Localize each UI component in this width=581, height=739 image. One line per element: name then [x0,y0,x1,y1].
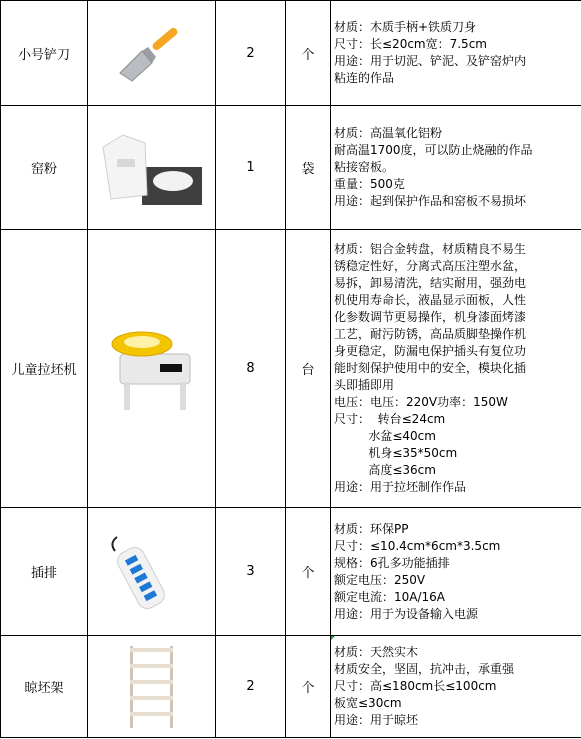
desc-line: 尺寸：长≤20cm宽：7.5cm [334,37,487,51]
desc-line: 机身≤35*50cm [334,446,458,460]
item-image-cell [88,230,216,508]
desc-line: 材质：木质手柄+铁质刀身 [334,20,477,34]
desc-line: 耐高温1700度，可以防止烧融的作品 [334,143,533,157]
desc-line: 材质安全，坚固，抗冲击，承重强 [334,662,515,676]
desc-line: 额定电流：10A/16A [334,589,446,604]
item-qty: 2 [216,636,286,738]
item-qty: 1 [216,106,286,230]
desc-line: 用途：用于拉坯制作作品 [334,480,467,494]
table-row [1,230,581,508]
desc-line: 工艺，耐污防锈，高品质脚垫操作机 [334,327,527,341]
desc-line: 用途：用于切泥、铲泥、及铲窑炉内 [334,54,527,68]
desc-line: 用途：起到保护作品和窑板不易损坏 [334,194,527,208]
item-description [331,636,581,738]
desc-line: 易拆，卸易清洗，结实耐用，强劲电 [334,276,527,290]
drying-rack-icon [122,642,182,732]
desc-line: 机使用寿命长，液晶显示面板，人性 [334,293,527,307]
item-qty: 3 [216,508,286,636]
item-unit: 个 [286,508,331,636]
table-row [1,106,581,230]
desc-line: 粘接窑板。 [334,160,395,174]
desc-line: 重量：500克 [334,177,405,191]
desc-line: 尺寸：高≤180cm长≤100cm [334,679,497,693]
desc-line: 身更稳定，防漏电保护插头有复位功 [334,344,527,358]
item-unit: 个 [286,1,331,106]
cell-comment-marker [331,636,335,640]
item-name: 儿童拉坯机 [1,230,88,508]
table-row [1,636,581,738]
desc-line: 板宽≤30cm [334,696,402,710]
kiln-powder-bag-icon [97,125,207,210]
item-name: 小号铲刀 [1,1,88,106]
item-unit: 个 [286,636,331,738]
desc-line: 规格：6孔多功能插排 [334,555,450,570]
item-name: 插排 [1,508,88,636]
table-row [1,508,581,636]
desc-line: 能时刻保护使用中的安全，模块化插 [334,361,527,375]
table-row [1,1,581,106]
item-image-cell [88,106,216,230]
item-qty: 8 [216,230,286,508]
item-name: 晾坯架 [1,636,88,738]
desc-line: 锈稳定性好，分离式高压注塑水盆， [334,259,527,273]
desc-line: 高度≤36cm [334,463,436,477]
desc-line: 材质：环保PP [334,521,409,536]
desc-line: 粘连的作品 [334,71,395,85]
desc-line: 头即插即用 [334,378,395,392]
item-description [331,1,581,106]
desc-line: 尺寸： 转台≤24cm [334,412,446,426]
desc-line: 材质：铝合金转盘，材质精良不易生 [334,242,527,256]
item-description [331,508,581,636]
item-description [331,230,581,508]
desc-line: 用途：用于晾坯 [334,713,419,727]
item-name: 窑粉 [1,106,88,230]
pottery-wheel-icon [102,324,202,414]
small-spatula-icon [112,23,192,83]
item-image-cell [88,636,216,738]
item-image-cell [88,508,216,636]
desc-line: 化参数调节更易操作，机身漆面烤漆 [334,310,527,324]
desc-line: 材质：高温氧化铝粉 [334,126,443,140]
item-description [331,106,581,230]
power-strip-icon [107,529,197,614]
desc-line: 尺寸：≤10.4cm*6cm*3.5cm [334,538,501,553]
item-unit: 袋 [286,106,331,230]
desc-line: 电压：电压：220V功率：150W [334,395,508,409]
desc-line: 材质：天然实木 [334,645,419,659]
desc-line: 水盆≤40cm [334,429,436,443]
desc-line: 额定电压：250V [334,572,426,587]
desc-line: 用途：用于为设备输入电源 [334,606,479,621]
item-unit: 台 [286,230,331,508]
item-qty: 2 [216,1,286,106]
item-image-cell [88,1,216,106]
